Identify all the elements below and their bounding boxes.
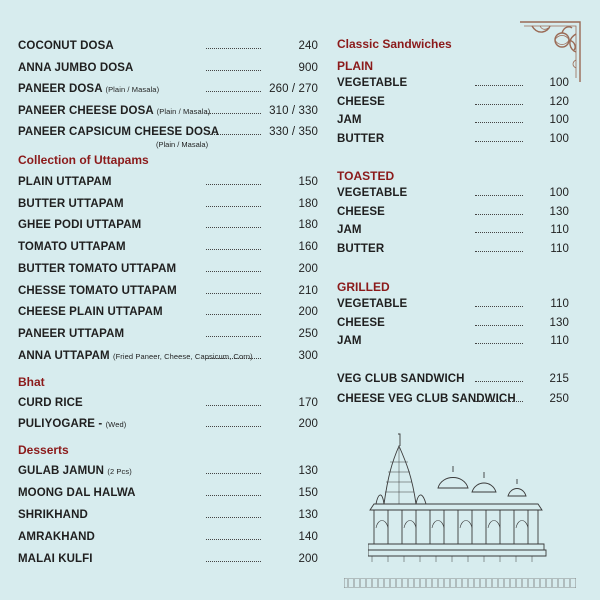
item-name: SHRIKHAND — [18, 509, 88, 521]
item-price: 200 — [298, 262, 318, 275]
item-price: 100 — [549, 187, 569, 199]
menu-item — [18, 418, 318, 434]
item-name: CHESSE TOMATO UTTAPAM — [18, 284, 177, 297]
item-name: JAM — [337, 335, 362, 347]
item-price: 180 — [298, 197, 318, 210]
item-price: 260 / 270 — [269, 83, 318, 95]
item-price: 150 — [298, 487, 318, 499]
item-name: BUTTER — [337, 242, 385, 255]
dot-leader — [206, 225, 261, 228]
item-name: CHEESE — [337, 205, 385, 218]
item-note: (Fried Paneer, Cheese, Capsicum, Corn) — [113, 351, 253, 361]
dot-leader — [206, 334, 261, 337]
menu-item — [337, 133, 569, 149]
desserts-heading: Desserts — [18, 443, 69, 457]
menu-item — [337, 114, 569, 130]
item-name: BUTTER — [337, 132, 385, 145]
item-price: 240 — [298, 40, 318, 52]
dot-leader — [206, 403, 261, 406]
item-name: TOMATO UTTAPAM — [18, 241, 126, 254]
item-price: 150 — [298, 176, 318, 188]
menu-item — [18, 509, 318, 525]
item-note: (2 Pcs) — [107, 467, 132, 476]
item-name: COCONUT DOSA — [18, 40, 114, 52]
menu-item — [18, 62, 318, 78]
dot-leader — [206, 132, 261, 135]
menu-item — [337, 206, 569, 222]
grilled-heading: GRILLED — [337, 280, 390, 294]
dot-leader — [206, 68, 261, 71]
item-name: GULAB JAMUN (2 Pcs) — [18, 465, 132, 477]
item-price: 250 — [549, 393, 569, 405]
menu-item — [337, 393, 569, 409]
item-price: 110 — [550, 224, 569, 236]
item-name: CHEESE VEG CLUB SANDWICH — [337, 393, 516, 405]
toasted-heading: TOASTED — [337, 169, 395, 183]
menu-item — [18, 198, 318, 214]
item-name: PLAIN UTTAPAM — [18, 176, 112, 188]
menu-item — [337, 224, 569, 240]
menu-item — [18, 263, 318, 279]
menu-item — [337, 335, 569, 351]
menu-item — [18, 40, 318, 56]
corner-ornament-icon — [518, 18, 584, 84]
item-note: (Wed) — [105, 420, 127, 429]
menu-item — [18, 105, 318, 121]
item-price: 170 — [298, 397, 318, 409]
menu-item — [18, 306, 318, 322]
dot-leader — [475, 379, 523, 382]
item-price: 100 — [549, 132, 569, 145]
menu-item — [337, 317, 569, 333]
dot-leader — [475, 212, 523, 215]
menu-item — [18, 83, 318, 99]
menu-item — [18, 465, 318, 481]
dot-leader — [206, 424, 261, 427]
item-name: AMRAKHAND — [18, 531, 95, 543]
item-price: 200 — [298, 418, 318, 430]
menu-item — [18, 487, 318, 503]
item-price: 140 — [298, 531, 318, 543]
item-name: VEG CLUB SANDWICH — [337, 373, 465, 385]
menu-item — [18, 397, 318, 413]
menu-item — [337, 96, 569, 112]
dot-leader — [206, 269, 261, 272]
dot-leader — [206, 493, 261, 496]
item-price: 180 — [298, 219, 318, 232]
border-strip-icon — [344, 578, 576, 588]
item-price: 120 — [549, 95, 569, 108]
item-name: PANEER UTTAPAM — [18, 327, 125, 340]
menu-item — [337, 243, 569, 259]
menu-item — [18, 350, 318, 366]
dot-leader — [475, 399, 523, 402]
item-price: 160 — [298, 241, 318, 254]
item-price: 130 — [298, 465, 318, 477]
uttapam-heading: Collection of Uttapams — [18, 153, 149, 167]
dot-leader — [206, 247, 261, 250]
item-price: 210 — [298, 284, 318, 297]
dot-leader — [475, 304, 523, 307]
dot-leader — [206, 46, 261, 49]
plain-heading: PLAIN — [337, 59, 373, 73]
item-note: (Plain / Masala) — [105, 85, 160, 94]
item-note: (Plain / Masala) — [156, 106, 211, 116]
item-name: MOONG DAL HALWA — [18, 487, 136, 499]
item-price: 200 — [298, 306, 318, 319]
dot-leader — [206, 559, 261, 562]
temple-illustration-icon — [368, 432, 550, 564]
menu-item — [18, 285, 318, 301]
item-name: CHEESE — [337, 316, 385, 329]
menu-item — [337, 187, 569, 203]
item-price: 900 — [298, 61, 318, 74]
sandwich-heading: Classic Sandwiches — [337, 37, 452, 51]
item-name: JAM — [337, 224, 362, 236]
item-name: VEGETABLE — [337, 187, 408, 199]
dot-leader — [475, 230, 523, 233]
dot-leader — [475, 139, 523, 142]
item-price: 310 / 330 — [269, 104, 318, 117]
item-price: 330 / 350 — [269, 126, 318, 138]
item-price: 215 — [549, 373, 569, 385]
dot-leader — [206, 356, 261, 359]
item-price: 130 — [298, 509, 318, 521]
menu-item — [18, 241, 318, 257]
item-subnote: (Plain / Masala) — [156, 140, 209, 149]
item-name: PANEER CHEESE DOSA (Plain / Masala) — [18, 104, 211, 117]
item-name: PULIYOGARE - (Wed) — [18, 418, 127, 430]
item-price: 200 — [298, 553, 318, 565]
dot-leader — [475, 83, 523, 86]
dot-leader — [475, 193, 523, 196]
item-name: ANNA JUMBO DOSA — [18, 61, 134, 74]
item-price: 110 — [550, 298, 569, 310]
dot-leader — [206, 89, 261, 92]
item-price: 110 — [550, 242, 569, 255]
menu-item — [337, 298, 569, 314]
item-price: 130 — [549, 205, 569, 218]
item-name: PANEER CAPSICUM CHEESE DOSA — [18, 126, 220, 138]
dot-leader — [206, 291, 261, 294]
dot-leader — [475, 120, 523, 123]
item-name: VEGETABLE — [337, 298, 408, 310]
dot-leader — [206, 204, 261, 207]
item-price: 100 — [549, 114, 569, 126]
menu-item — [18, 553, 318, 569]
item-price: 130 — [549, 316, 569, 329]
dot-leader — [475, 249, 523, 252]
item-name: VEGETABLE — [337, 77, 408, 89]
item-name: BUTTER UTTAPAM — [18, 197, 124, 210]
item-name: CHEESE PLAIN UTTAPAM — [18, 306, 163, 319]
menu-item — [18, 219, 318, 235]
dot-leader — [206, 111, 261, 114]
dot-leader — [206, 537, 261, 540]
menu-item — [337, 373, 569, 389]
item-name: CURD RICE — [18, 397, 83, 409]
dot-leader — [475, 102, 523, 105]
menu-item — [18, 531, 318, 547]
item-price: 100 — [549, 77, 569, 89]
item-name: BUTTER TOMATO UTTAPAM — [18, 262, 177, 275]
dot-leader — [206, 312, 261, 315]
item-name: CHEESE — [337, 95, 385, 108]
dot-leader — [206, 182, 261, 185]
item-price: 300 — [298, 349, 318, 362]
dot-leader — [475, 323, 523, 326]
item-price: 250 — [298, 327, 318, 340]
item-name: MALAI KULFI — [18, 553, 93, 565]
item-price: 110 — [550, 335, 569, 347]
menu-item — [18, 328, 318, 344]
item-name: ANNA UTTAPAM (Fried Paneer, Cheese, Capsicum, Corn) — [18, 349, 253, 362]
item-name: GHEE PODI UTTAPAM — [18, 219, 142, 232]
dot-leader — [206, 471, 261, 474]
menu-item — [18, 176, 318, 192]
dot-leader — [206, 515, 261, 518]
dot-leader — [475, 341, 523, 344]
bhat-heading: Bhat — [18, 375, 45, 389]
item-name: JAM — [337, 114, 362, 126]
item-name: PANEER DOSA (Plain / Masala) — [18, 83, 160, 95]
